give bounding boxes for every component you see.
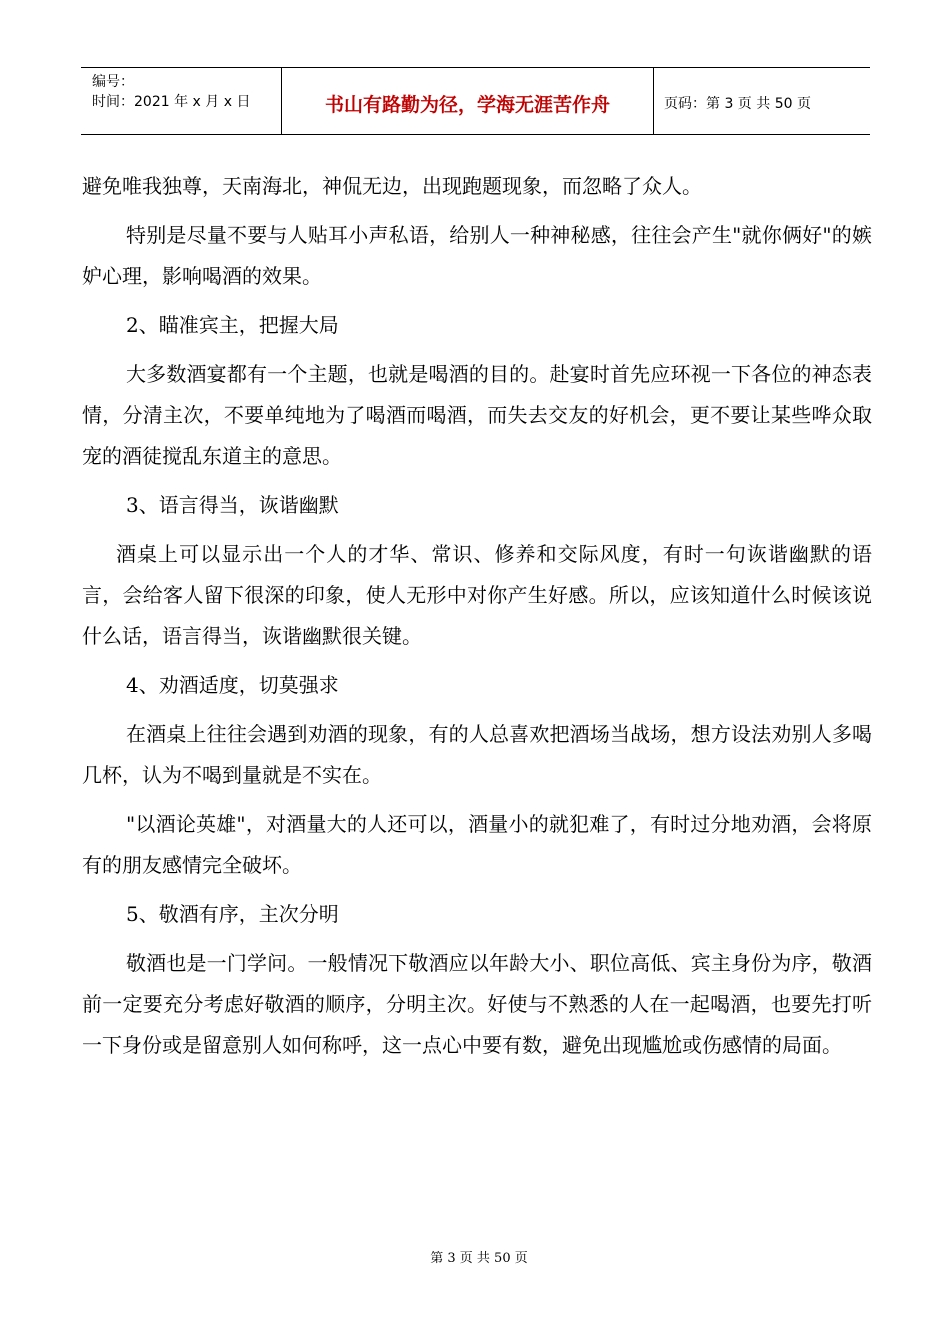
time-label: 时间：2021 年 x 月 x 日 [92,94,251,110]
paragraph: 大多数酒宴都有一个主题，也就是喝酒的目的。赴宴时首先应环视一下各位的神态表情，分清主次，不要单纯地为了喝酒而喝酒，而失去交友的好机会，更不要让某些哗众取宠的酒徒搅乱东道主的意思。 [82,362,872,468]
paragraph: "以酒论英雄"，对酒量大的人还可以，酒量小的就犯难了，有时过分地劝酒，会将原有的朋友感情完全破坏。 [82,812,872,877]
paragraph: 在酒桌上往往会遇到劝酒的现象，有的人总喜欢把酒场当战场，想方设法劝别人多喝几杯，认为不喝到量就是不实在。 [82,722,872,787]
page-footer: 第 3 页 共 50 页 [430,1251,528,1266]
header-motto: 书山有路勤为径，学海无涯苦作舟 [282,68,654,134]
section-heading: 4、劝酒适度，切莫强求 [126,673,339,697]
paragraph: 特别是尽量不要与人贴耳小声私语，给别人一种神秘感，往往会产生"就你俩好"的嫉妒心理，影响喝酒的效果。 [82,223,872,288]
page-header [81,67,870,135]
header-page-info: 页码：第 3 页 共 50 页 [664,96,811,112]
paragraph: 酒桌上可以显示出一个人的才华、常识、修养和交际风度，有时一句诙谐幽默的语言，会给客人留下很深的印象，使人无形中对你产生好感。所以，应该知道什么时候该说什么话，语言得当，诙谐幽默很关键。 [82,542,872,648]
section-heading: 5、敬酒有序，主次分明 [126,902,339,926]
header-meta [81,68,282,134]
section-heading: 2、瞄准宾主，把握大局 [126,313,339,337]
paragraph: 避免唯我独尊，天南海北，神侃无边，出现跑题现象，而忽略了众人。 [82,174,702,198]
document-body [82,166,872,1074]
number-label: 编号： [92,74,134,90]
paragraph: 敬酒也是一门学问。一般情况下敬酒应以年龄大小、职位高低、宾主身份为序，敬酒前一定要充分考虑好敬酒的顺序，分明主次。好使与不熟悉的人在一起喝酒，也要先打听一下身份或是留意别人如何称呼，这一点心中要有数，避免出现尴尬或伤感情的局面。 [82,951,872,1057]
section-heading: 3、语言得当，诙谐幽默 [126,493,339,517]
